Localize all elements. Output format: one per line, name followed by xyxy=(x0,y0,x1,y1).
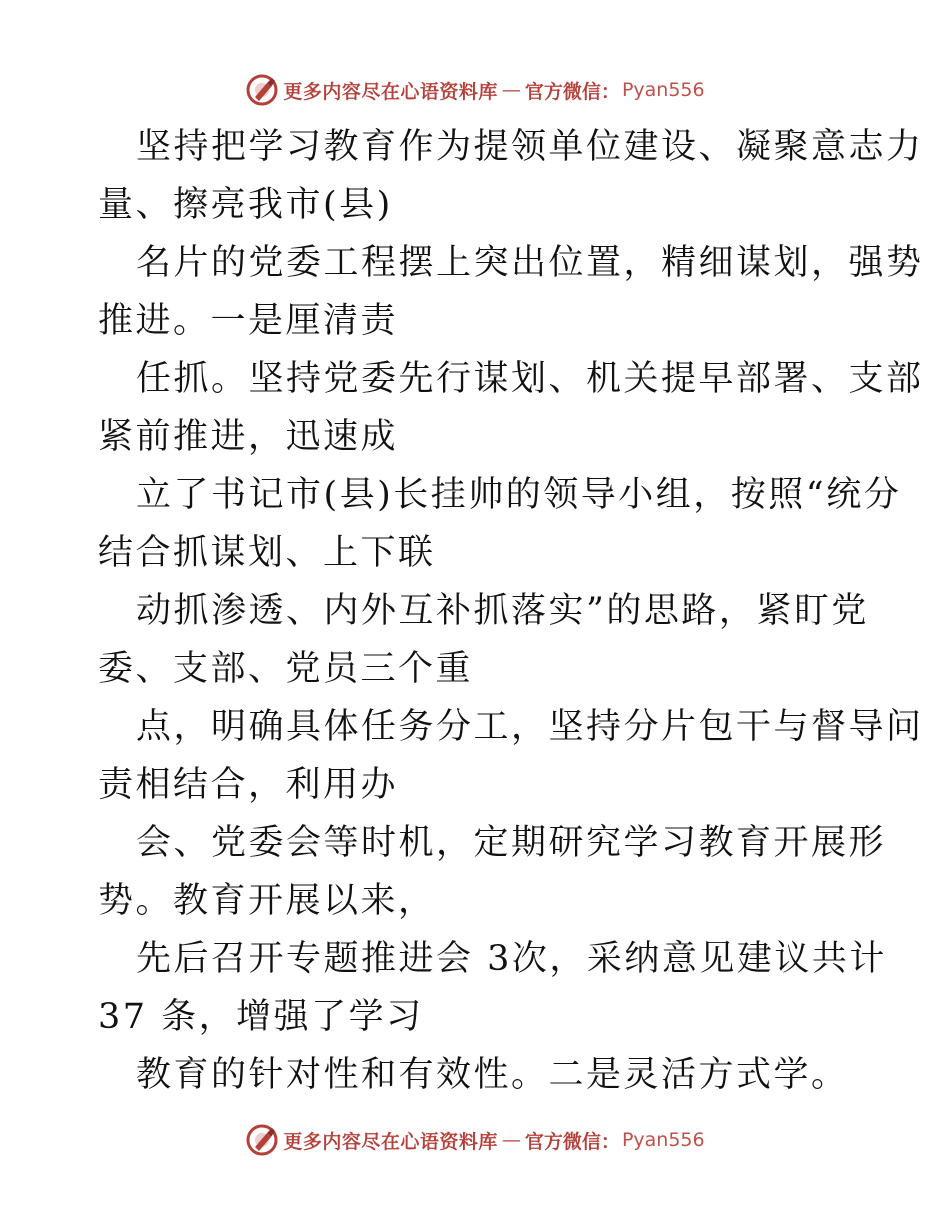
text-line: 责相结合，利用办 xyxy=(98,765,399,805)
watermark-site-text: 更多内容尽在心语资料库 xyxy=(283,1130,498,1153)
text-line: 结合抓谋划、上下联 xyxy=(98,533,436,573)
text-line: 先后召开专题推进会 3次，采纳意见建议共计 xyxy=(136,939,887,979)
logo-icon xyxy=(245,1123,279,1157)
text-line: 推进。一是厘清责 xyxy=(98,301,399,341)
text-line: 量、擦亮我市(县) xyxy=(98,185,393,225)
text-line: 会、党委会等时机，定期研究学习教育开展形 xyxy=(136,823,887,863)
text-line: 紧前推进，迅速成 xyxy=(98,417,399,457)
document-body xyxy=(98,118,924,1104)
text-line: 教育的针对性和有效性。二是灵活方式学。 xyxy=(136,1055,849,1095)
text-line: 点，明确具体任务分工，坚持分片包干与督导问 xyxy=(136,707,924,747)
watermark-wechat-id: Pyan556 xyxy=(621,1129,705,1151)
text-line: 37 条，增强了学习 xyxy=(98,997,424,1037)
watermark-dash: — xyxy=(501,1129,521,1151)
text-line: 坚持把学习教育作为提领单位建设、凝聚意志力 xyxy=(136,127,924,167)
watermark-label: 官方微信： xyxy=(524,1130,620,1153)
text-line: 名片的党委工程摆上突出位置，精细谋划，强势 xyxy=(136,243,924,283)
text-line: 任抓。坚持党委先行谋划、机关提早部署、支部 xyxy=(136,359,924,399)
text-line: 势。教育开展以来， xyxy=(98,881,436,921)
logo-icon xyxy=(245,73,279,107)
header-watermark xyxy=(0,70,950,110)
text-line: 立了书记市(县)长挂帅的领导小组，按照“统分 xyxy=(136,475,902,515)
watermark-wechat-id: Pyan556 xyxy=(621,79,705,101)
watermark-label: 官方微信： xyxy=(524,80,620,103)
text-line: 动抓渗透、内外互补抓落实”的思路，紧盯党 xyxy=(136,591,869,631)
watermark-site-text: 更多内容尽在心语资料库 xyxy=(283,80,498,103)
text-line: 委、支部、党员三个重 xyxy=(98,649,474,689)
watermark-dash: — xyxy=(501,79,521,101)
footer-watermark xyxy=(0,1120,950,1160)
